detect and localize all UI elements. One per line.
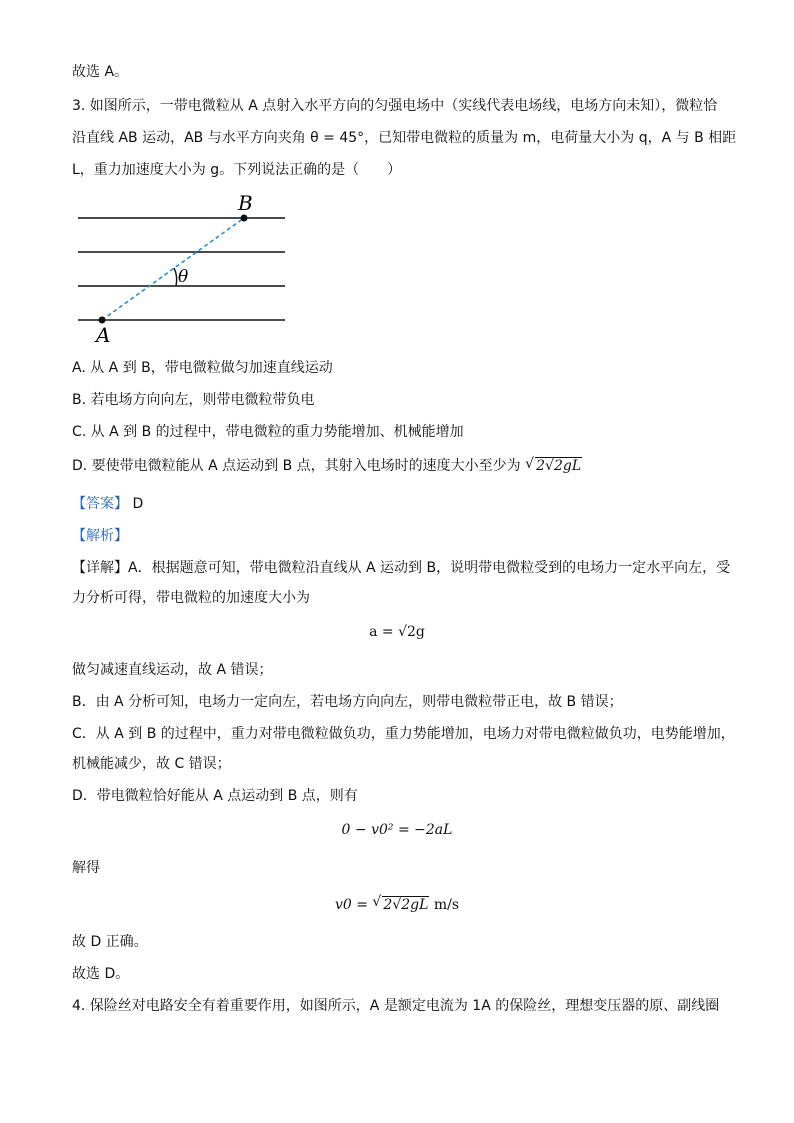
velocity-left: v0 = (334, 897, 368, 913)
detail-a-line-2: 力分析可得，带电微粒的加速度大小为 (72, 590, 310, 606)
q3-stem-line-2: 沿直线 AB 运动，AB 与水平方向夹角 θ = 45°，已知带电微粒的质量为 m，电荷量大小为 q，A 与 B 相距 (72, 130, 737, 146)
q3-option-b: B. 若电场方向向左，则带电微粒带负电 (72, 392, 315, 408)
equation-velocity (0, 896, 794, 913)
answer-value: D (132, 496, 144, 512)
q3-stem-line-1: 3. 如图所示，一带电微粒从 A 点射入水平方向的匀强电场中（实线代表电场线，电场方向未知），微粒恰 (72, 98, 718, 114)
q3-option-d-sqrt: √ 2√2gL (525, 456, 582, 474)
prev-conclusion: 故选 A。 (72, 64, 129, 80)
detail-d-line-1: D．带电微粒恰好能从 A 点运动到 B 点，则有 (72, 788, 358, 804)
angle-arc (174, 268, 177, 286)
label-b: B (238, 191, 253, 215)
answer-line (72, 494, 143, 514)
equation-acceleration: a = √2g (369, 624, 425, 640)
q3-option-a: A. 从 A 到 B，带电微粒做匀加速直线运动 (72, 360, 333, 376)
answer-label: 【答案】 (72, 496, 128, 512)
detail-c-line-1: C．从 A 到 B 的过程中，重力对带电微粒做负功，重力势能增加，电场力对带电微粒做负功，电势能增加， (72, 726, 735, 742)
analysis-label: 【解析】 (72, 528, 128, 544)
detail-c-line-2: 机械能减少，故 C 错误； (72, 756, 231, 772)
detail-a-line-1: 【详解】A．根据题意可知，带电微粒沿直线从 A 运动到 B，说明带电微粒受到的电场力一定水平向左，受 (72, 560, 731, 576)
detail-conclusion: 故选 D。 (72, 966, 130, 982)
q4-stem-line-1: 4. 保险丝对电路安全有着重要作用，如图所示，A 是额定电流为 1A 的保险丝，理想变压器的原、副线圈 (72, 998, 720, 1014)
velocity-unit: m/s (433, 897, 460, 913)
q3-option-c: C. 从 A 到 B 的过程中，带电微粒的重力势能增加、机械能增加 (72, 424, 464, 440)
q3-option-d (72, 456, 582, 476)
label-a: A (96, 323, 111, 347)
detail-a-line-3: 做匀减速直线运动，故 A 错误； (72, 662, 273, 678)
equation-kinematics: 0 − v0² = −2aL (341, 822, 453, 838)
trajectory-ab (102, 218, 244, 320)
velocity-sqrt: √ 2√2gL (372, 894, 429, 913)
electric-field-figure (70, 188, 300, 348)
detail-d-line-2: 故 D 正确。 (72, 934, 148, 950)
point-b (241, 215, 248, 222)
solve-label: 解得 (72, 860, 100, 876)
detail-b-line: B．由 A 分析可知，电场力一定向左，若电场方向向左，则带电微粒带正电，故 B 错误； (72, 694, 623, 710)
label-theta: θ (178, 267, 189, 287)
q3-stem-line-3: L，重力加速度大小为 g。下列说法正确的是（ ） (72, 162, 402, 178)
q3-option-d-text: D. 要使带电微粒能从 A 点运动到 B 点，其射入电场时的速度大小至少为 (72, 458, 521, 474)
